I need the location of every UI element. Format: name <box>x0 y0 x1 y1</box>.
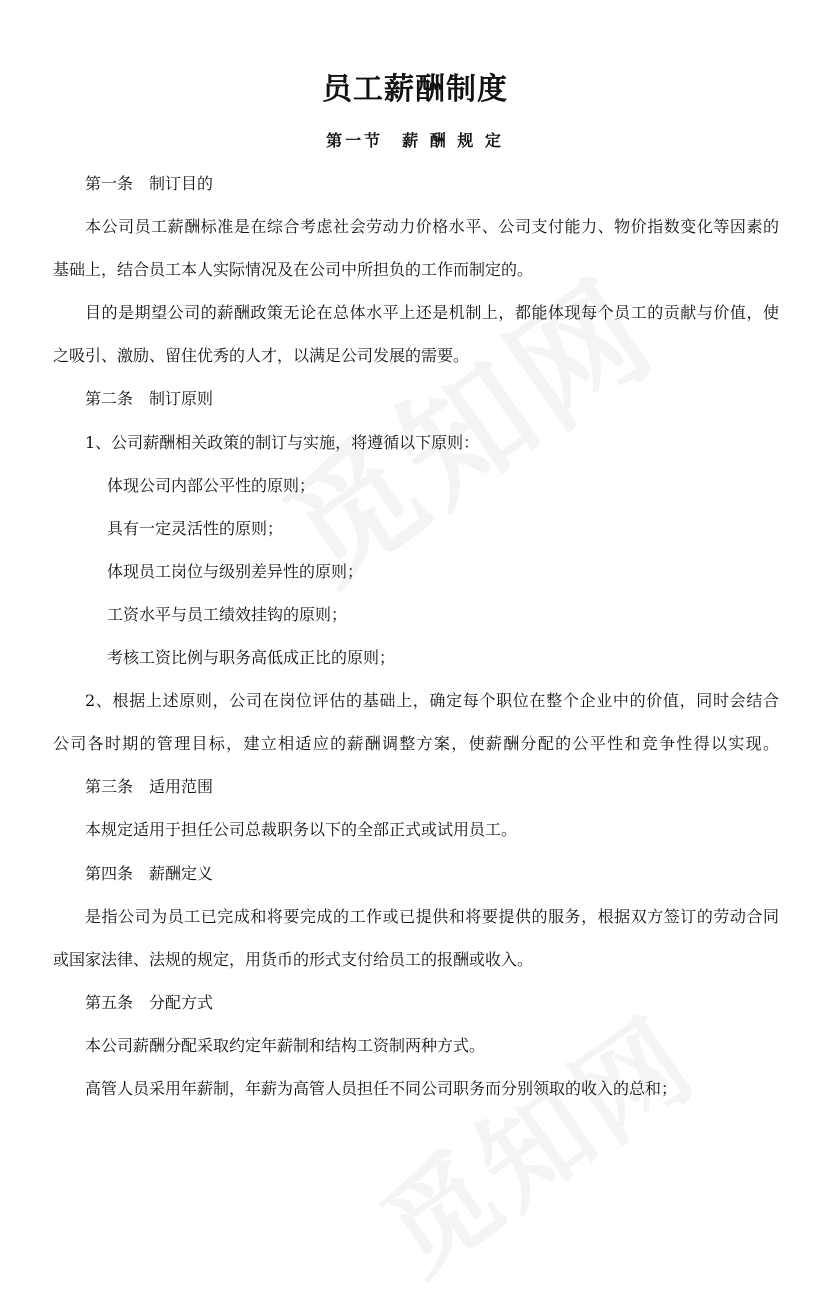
paragraph-line: 本公司薪酬分配采取约定年薪制和结构工资制两种方式。 <box>85 1036 486 1055</box>
paragraph-line: 本公司员工薪酬标准是在综合考虑社会劳动力价格水平、公司支付能力、物价指数变化等因素的 <box>85 217 779 236</box>
paragraph-line: 之吸引、激励、留住优秀的人才，以满足公司发展的需要。 <box>53 346 470 365</box>
list-item: 体现员工岗位与级别差异性的原则； <box>107 562 364 581</box>
paragraph-line: 2、根据上述原则，公司在岗位评估的基础上，确定每个职位在整个企业中的价值，同时会结合 <box>85 691 779 710</box>
list-item: 具有一定灵活性的原则； <box>107 519 284 538</box>
article-heading: 第四条 薪酬定义 <box>85 864 214 883</box>
paragraph-line: 1、公司薪酬相关政策的制订与实施，将遵循以下原则： <box>85 433 480 452</box>
paragraph-line: 基础上，结合员工本人实际情况及在公司中所担负的工作而制定的。 <box>53 260 534 279</box>
paragraph-line: 本规定适用于担任公司总裁职务以下的全部正式或试用员工。 <box>85 820 518 839</box>
paragraph-line: 高管人员采用年薪制，年薪为高管人员担任不同公司职务而分别领取的收入的总和； <box>85 1079 678 1098</box>
paragraph-line: 公司各时期的管理目标，建立相适应的薪酬调整方案，使薪酬分配的公平性和竞争性得以实现。 <box>53 734 779 753</box>
watermark <box>243 230 684 617</box>
paragraph-line: 目的是期望公司的薪酬政策无论在总体水平上还是机制上，都能体现每个员工的贡献与价值，使 <box>85 303 779 322</box>
paragraph-line: 或国家法律、法规的规定，用货币的形式支付给员工的报酬或收入。 <box>53 950 534 969</box>
article-heading: 第一条 制订目的 <box>85 174 214 193</box>
paragraph-line: 是指公司为员工已完成和将要完成的工作或已提供和将要提供的服务，根据双方签订的劳动合同 <box>85 907 779 926</box>
list-item: 考核工资比例与职务高低成正比的原则； <box>107 648 396 667</box>
document-title: 员工薪酬制度 <box>322 72 508 107</box>
article-heading: 第三条 适用范围 <box>85 777 214 796</box>
section-heading: 第一节 薪 酬 规 定 <box>326 131 504 150</box>
article-heading: 第二条 制订原则 <box>85 389 214 408</box>
list-item: 工资水平与员工绩效挂钩的原则； <box>107 605 348 624</box>
list-item: 体现公司内部公平性的原则； <box>107 476 316 495</box>
watermark <box>346 974 722 1303</box>
article-heading: 第五条 分配方式 <box>85 993 214 1012</box>
